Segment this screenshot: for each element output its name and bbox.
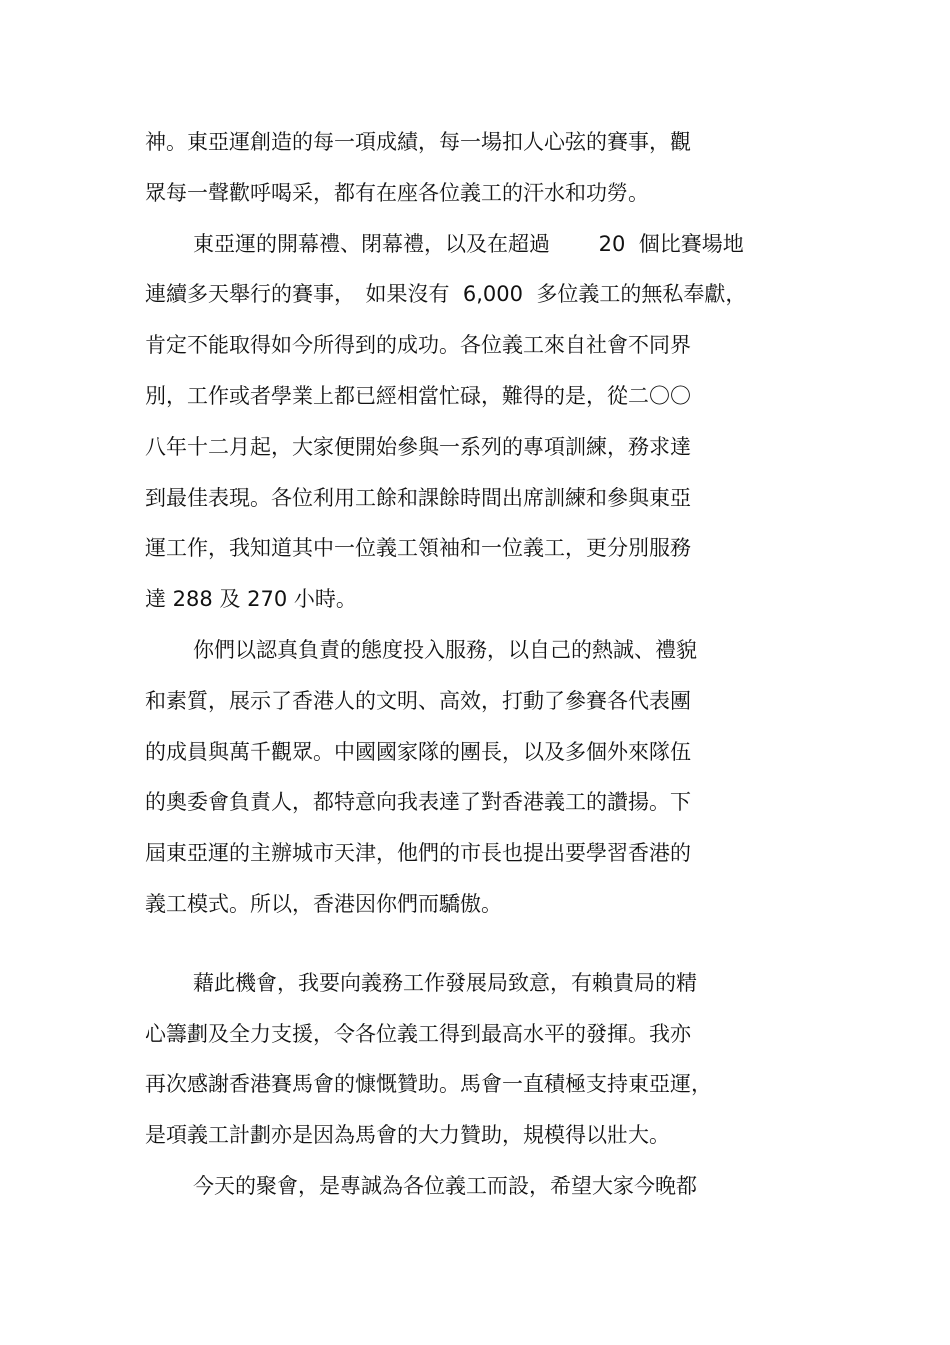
text-line: 運工作，我知道其中一位義工領袖和一位義工，更分別服務 xyxy=(145,536,691,561)
text-line: 藉此機會，我要向義務工作發展局致意，有賴貴局的精 xyxy=(193,970,697,995)
paragraph-spacer xyxy=(145,935,805,963)
text-line: 眾每一聲歡呼喝采，都有在座各位義工的汗水和功勞。 xyxy=(145,180,649,205)
text-line: 的奧委會負責人，都特意向我表達了對香港義工的讚揚。下 xyxy=(145,790,691,815)
text-line: 神。東亞運創造的每一項成績，每一場扣人心弦的賽事，觀 xyxy=(145,130,691,154)
paragraph-1 xyxy=(145,122,805,224)
text-line: 別，工作或者學業上都已經相當忙碌，難得的是，從二〇〇 xyxy=(145,383,691,408)
paragraph-3 xyxy=(145,630,805,935)
text-line: 東亞運的開幕禮、閉幕禮，以及在超過 20 個比賽場地 xyxy=(193,231,744,256)
text-line: 義工模式。所以，香港因你們而驕傲。 xyxy=(145,891,502,916)
text-line: 今天的聚會，是專誠為各位義工而設，希望大家今晚都 xyxy=(193,1173,697,1198)
text-line: 連續多天舉行的賽事， 如果沒有 6,000 多位義工的無私奉獻， xyxy=(145,282,747,307)
text-line: 是項義工計劃亦是因為馬會的大力贊助，規模得以壯大。 xyxy=(145,1123,670,1148)
text-line: 你們以認真負責的態度投入服務，以自己的熱誠、禮貌 xyxy=(193,637,697,662)
body-text xyxy=(145,122,805,1217)
text-line: 八年十二月起，大家便開始參與一系列的專項訓練，務求達 xyxy=(145,434,691,459)
text-line: 達 288 及 270 小時。 xyxy=(145,587,357,612)
text-line: 到最佳表現。各位利用工餘和課餘時間出席訓練和參與東亞 xyxy=(145,485,691,510)
text-line: 屆東亞運的主辦城市天津，他們的市長也提出要學習香港的 xyxy=(145,841,691,866)
text-line: 和素質，展示了香港人的文明、高效，打動了參賽各代表團 xyxy=(145,688,691,713)
paragraph-5 xyxy=(145,1166,805,1217)
paragraph-2 xyxy=(145,224,805,630)
text-line: 心籌劃及全力支援，令各位義工得到最高水平的發揮。我亦 xyxy=(145,1021,691,1046)
text-line: 再次感謝香港賽馬會的慷慨贊助。馬會一直積極支持東亞運， xyxy=(145,1072,712,1097)
text-line: 的成員與萬千觀眾。中國國家隊的團長，以及多個外來隊伍 xyxy=(145,739,691,764)
text-line: 肯定不能取得如今所得到的成功。各位義工來自社會不同界 xyxy=(145,333,691,358)
paragraph-4 xyxy=(145,963,805,1166)
